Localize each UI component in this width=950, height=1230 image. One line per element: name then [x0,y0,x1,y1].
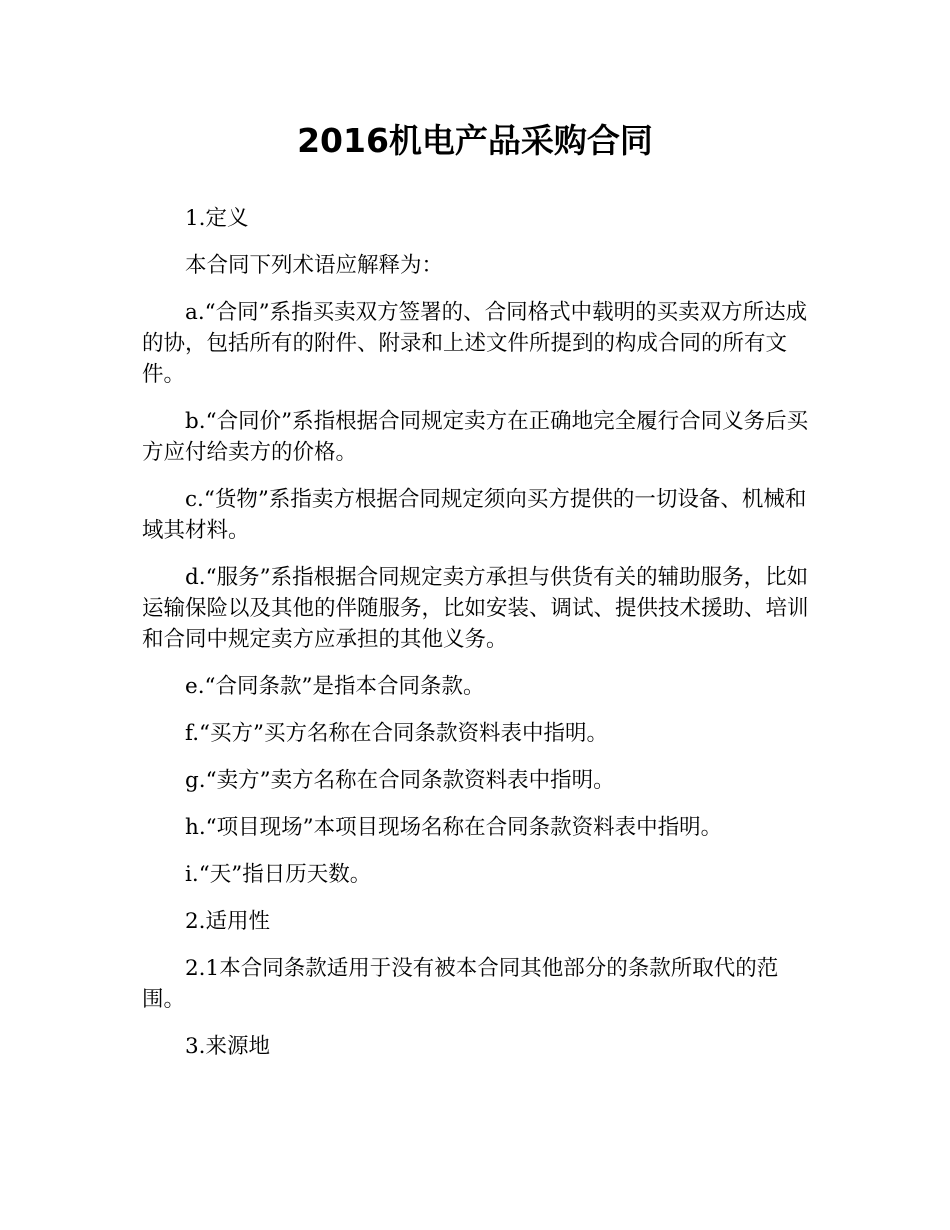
definition-f-buyer: f.“买方”买方名称在合同条款资料表中指明。 [185,721,609,746]
definition-b-contract-price: b.“合同价”系指根据合同规定卖方在正确地完全履行合同义务后买方应付给卖方的价格。 [142,409,809,465]
section-heading-origin: 3.来源地 [185,1034,271,1059]
section-heading-applicability: 2.适用性 [185,909,271,934]
definition-h-project-site: h.“项目现场”本项目现场名称在合同条款资料表中指明。 [185,815,723,840]
definition-c-goods: c.“货物”系指卖方根据合同规定须向买方提供的一切设备、机械和域其材料。 [142,487,807,543]
definition-a-contract: a.“合同”系指买卖双方签署的、合同格式中载明的买卖双方所达成的协，包括所有的附件、附录和上述文件所提到的构成合同的所有文件。 [142,300,808,387]
section-heading-definitions: 1.定义 [185,206,249,231]
document-body [142,203,818,1078]
document-title: 2016机电产品采购合同 [297,121,653,160]
definition-e-contract-terms: e.“合同条款”是指本合同条款。 [185,674,485,699]
definition-d-services: d.“服务”系指根据合同规定卖方承担与供货有关的辅助服务，比如运输保险以及其他的伴随服务，比如安装、调试、提供技术援助、培训和合同中规定卖方应承担的其他义务。 [142,565,809,652]
clause-2-1: 2.1本合同条款适用于没有被本合同其他部分的条款所取代的范围。 [142,956,779,1012]
definition-g-seller: g.“卖方”卖方名称在合同条款资料表中指明。 [185,768,615,793]
definition-i-day: i.“天”指日历天数。 [185,862,372,887]
definitions-intro: 本合同下列术语应解释为： [185,253,444,278]
